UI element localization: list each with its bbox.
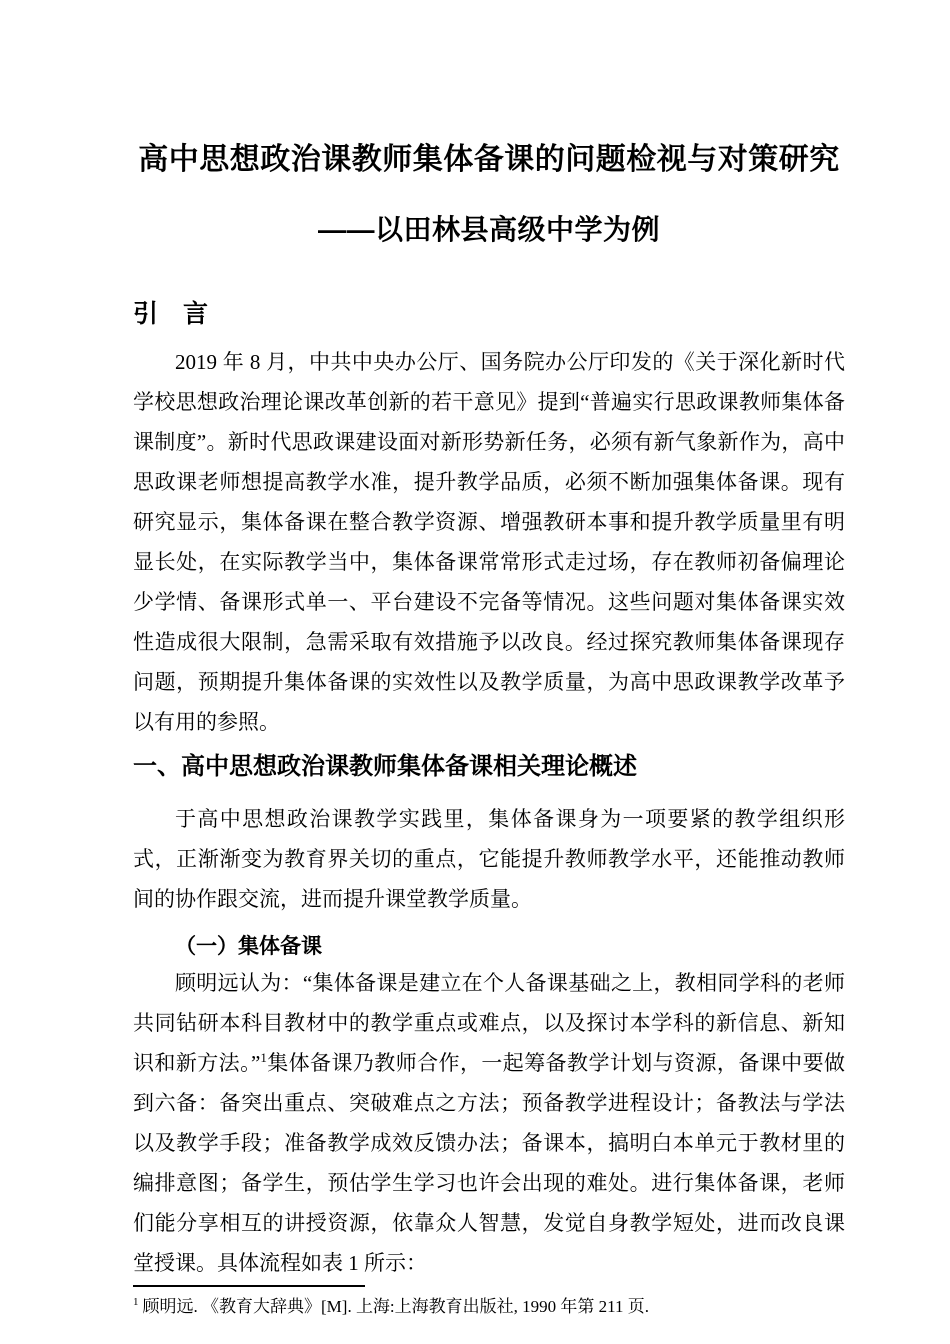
footnote-ref-marker: 1 xyxy=(260,1050,267,1065)
footnote xyxy=(133,1295,845,1319)
subsection-1-text-after-footnote-ref: 集体备课乃教师合作，一起筹备教学计划与资源，备课中要做到六备：备突出重点、突破难点之方法；预备教学进程设计；备教法与学法以及教学手段；准备教学成效反馈办法；备课本，搞明白本单元于教材里的编排意图；备学生，预估学生学习也许会出现的难处。进行集体备课，老师们能分享相互的讲授资源，依靠众人智慧，发觉自身教学短处，进而改良课堂授课。具体流程如表 1 所示： xyxy=(133,1051,845,1275)
subsection-1-heading: （一）集体备课 xyxy=(175,934,322,958)
section-1-heading: 一、高中思想政治课教师集体备课相关理论概述 xyxy=(133,753,637,780)
intro-paragraph: 2019 年 8 月，中共中央办公厅、国务院办公厅印发的《关于深化新时代学校思想政治理论课改革创新的若干意见》提到“普遍实行思政课教师集体备课制度”。新时代思政课建设面对新形势新任务，必须有新气象新作为，高中思政课老师想提高教学水准，提升教学品质，必须不断加强集体备课。现有研究显示，集体备课在整合教学资源、增强教研本事和提升教学质量里有明显长处，在实际教学当中，集体备课常常形式走过场，存在教师初备偏理论少学情、备课形式单一、平台建设不完备等情况。这些问题对集体备课实效性造成很大限制，急需采取有效措施予以改良。经过探究教师集体备课现存问题，预期提升集体备课的实效性以及教学质量，为高中思政课教学改革予以有用的参照。 xyxy=(133,350,845,734)
footnote-text: 顾明远. 《教育大辞典》[M]. 上海:上海教育出版社, 1990 年第 211 页. xyxy=(142,1297,650,1316)
subsection-1-text-before-footnote-ref: 顾明远认为：“集体备课是建立在个人备课基础之上，教相同学科的老师共同钻研本科目教材中的教学重点或难点，以及探讨本学科的新信息、新知识和新方法。” xyxy=(133,971,845,1075)
section-1-paragraph: 于高中思想政治课教学实践里，集体备课身为一项要紧的教学组织形式，正渐渐变为教育界关切的重点，它能提升教师教学水平，还能推动教师间的协作跟交流，进而提升课堂教学质量。 xyxy=(133,807,845,911)
doc-title: 高中思想政治课教师集体备课的问题检视与对策研究 xyxy=(138,143,840,176)
footnote-separator xyxy=(133,1285,365,1287)
footnote-area xyxy=(133,1285,845,1319)
footnote-marker: 1 xyxy=(133,1296,139,1309)
doc-subtitle: ——以田林县高级中学为例 xyxy=(317,214,660,245)
subsection-1-paragraph xyxy=(133,963,845,1283)
intro-heading: 引 言 xyxy=(133,300,209,328)
